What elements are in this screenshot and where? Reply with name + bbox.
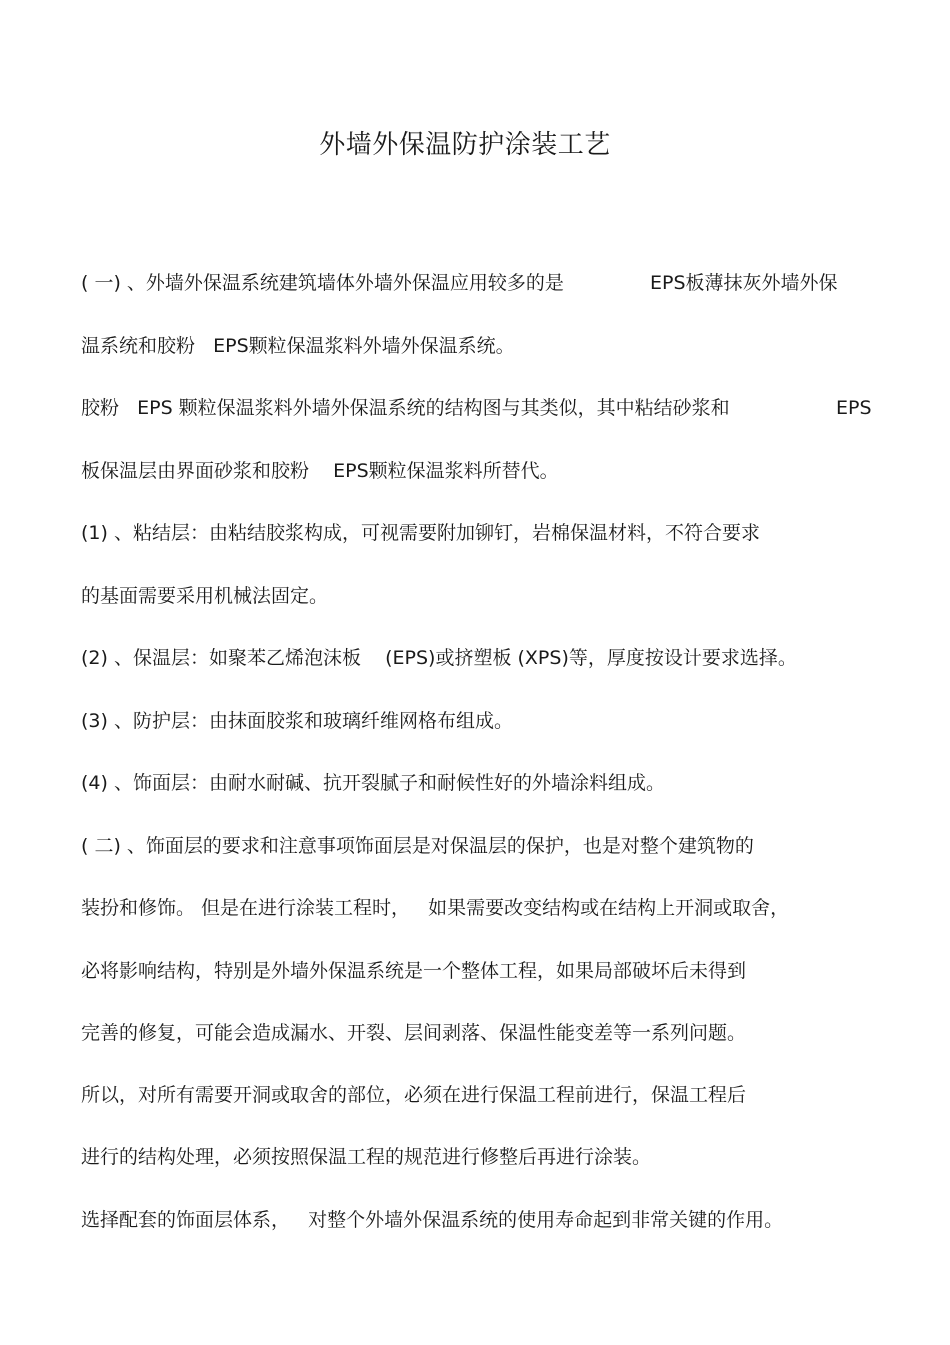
paragraph-line: 装扮和修饰。 但是在进行涂装工程时， 如果需要改变结构或在结构上开洞或取舍， (81, 897, 790, 919)
paragraph-line: (1) 、粘结层：由粘结胶浆构成，可视需要附加铆钉，岩棉保温材料，不符合要求 (81, 522, 760, 544)
paragraph-line-tail: EPS板薄抹灰外墙外保 (650, 272, 838, 294)
paragraph-line: ( 一) 、外墙外保温系统建筑墙体外墙外保温应用较多的是 (81, 272, 564, 294)
paragraph-line: 板保温层由界面砂浆和胶粉 EPS颗粒保温浆料所替代。 (81, 460, 559, 482)
paragraph-line: (4) 、饰面层：由耐水耐碱、抗开裂腻子和耐候性好的外墙涂料组成。 (81, 772, 665, 794)
paragraph-line: (2) 、保温层：如聚苯乙烯泡沫板 (EPS)或挤塑板 (XPS)等，厚度按设计要求选择。 (81, 647, 797, 669)
document-title: 外墙外保温防护涂装工艺 (319, 130, 611, 160)
paragraph-line: 所以，对所有需要开洞或取舍的部位，必须在进行保温工程前进行，保温工程后 (81, 1084, 747, 1106)
paragraph-line: 的基面需要采用机械法固定。 (81, 585, 329, 607)
paragraph-line: 必将影响结构，特别是外墙外保温系统是一个整体工程，如果局部破坏后未得到 (81, 960, 747, 982)
paragraph-line: ( 二) 、饰面层的要求和注意事项饰面层是对保温层的保护，也是对整个建筑物的 (81, 835, 754, 857)
paragraph-line: 完善的修复，可能会造成漏水、开裂、层间剥落、保温性能变差等一系列问题。 (81, 1022, 747, 1044)
paragraph-line: 进行的结构处理，必须按照保温工程的规范进行修整后再进行涂装。 (81, 1146, 652, 1168)
paragraph-line-tail: EPS (836, 397, 872, 419)
paragraph-line: 选择配套的饰面层体系， 对整个外墙外保温系统的使用寿命起到非常关键的作用。 (81, 1209, 784, 1231)
paragraph-line: (3) 、防护层：由抹面胶浆和玻璃纤维网格布组成。 (81, 710, 513, 732)
paragraph-line: 胶粉 EPS 颗粒保温浆料外墙外保温系统的结构图与其类似，其中粘结砂浆和 (81, 397, 730, 419)
paragraph-line: 温系统和胶粉 EPS颗粒保温浆料外墙外保温系统。 (81, 335, 515, 357)
